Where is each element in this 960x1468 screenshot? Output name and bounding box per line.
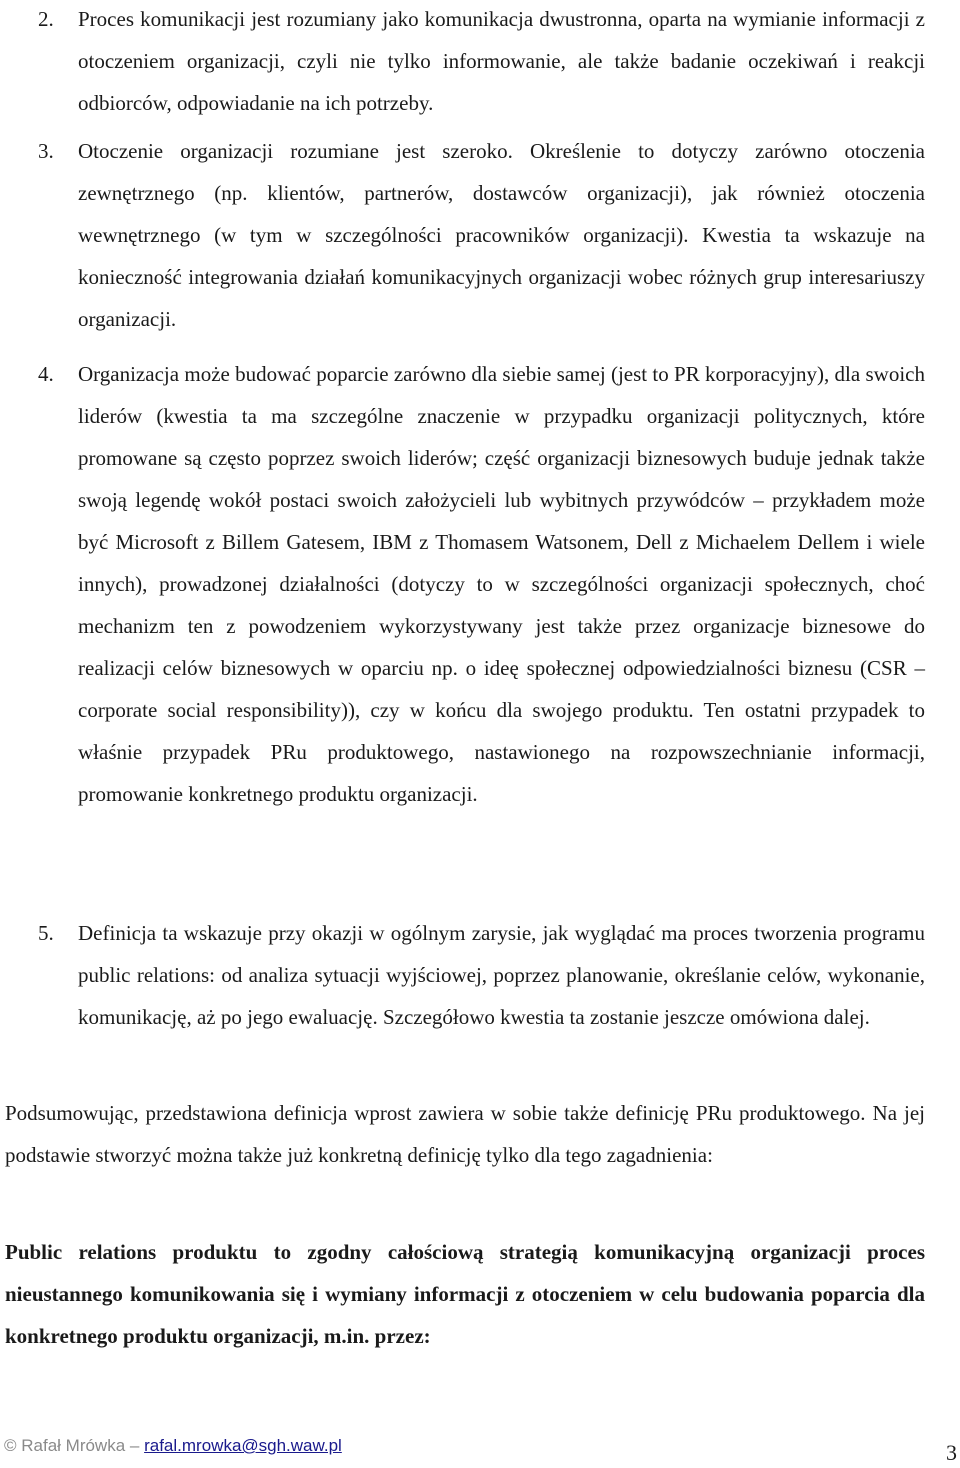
definition-paragraph: Public relations produktu to zgodny całościową strategią komunikacyjną organizacji proces nieustannego komunikowania się i wymiany informacji z otoczeniem w celu budowania poparcia dla konkretnego produktu organizacji, m.in. przez:: [5, 1240, 925, 1348]
page-number: 3: [946, 1440, 957, 1465]
list-number: 4.: [38, 362, 54, 386]
summary-paragraph: Podsumowując, przedstawiona definicja wprost zawiera w sobie także definicję PRu produktowego. Na jej podstawie stworzyć można także już konkretną definicję tylko dla tego zagadnienia:: [5, 1101, 925, 1167]
list-text: Otoczenie organizacji rozumiane jest szeroko. Określenie to dotyczy zarówno otoczenia zewnętrznego (np. klientów, partnerów, dostawców organizacji), jak również otoczenia wewnętrznego (w tym w szczególności pracowników organizacji). Kwestia ta wskazuje na konieczność integrowania działań komunikacyjnych organizacji wobec różnych grup interesariuszy organizacji.: [78, 139, 925, 331]
list-text: Organizacja może budować poparcie zarówno dla siebie samej (jest to PR korporacyjny), dla swoich liderów (kwestia ta ma szczególne znaczenie w przypadku organizacji politycznych, które promowane są często poprzez swoich liderów; część organizacji biznesowych buduje jednak także swoją legendę wokół postaci swoich założycieli lub wybitnych przywódców – przykładem może być Microsoft z Billem Gatesem, IBM z Thomasem Watsonem, Dell z Michaelem Dellem i wiele innych), prowadzonej działalności (dotyczy to w szczególności organizacji społecznych, choć mechanizm ten z powodzeniem wykorzystywany jest także przez organizacje biznesowe do realizacji celów biznesowych w oparciu np. o ideę społecznej odpowiedzialności biznesu (CSR – corporate social responsibility)), czy w końcu dla swojego produktu. Ten ostatni przypadek to właśnie przypadek PRu produktowego, nastawionego na rozpowszechnianie informacji, promowanie konkretnego produktu organizacji.: [78, 362, 925, 806]
list-number: 2.: [38, 7, 54, 31]
footer-email-link[interactable]: rafal.mrowka@sgh.waw.pl: [144, 1436, 342, 1455]
list-text: Definicja ta wskazuje przy okazji w ogólnym zarysie, jak wyglądać ma proces tworzenia programu public relations: od analiza sytuacji wyjściowej, poprzez planowanie, określanie celów, wykonanie, komunikację, aż po jego ewaluację. Szczegółowo kwestia ta zostanie jeszcze omówiona dalej.: [78, 921, 925, 1029]
list-number: 3.: [38, 139, 54, 163]
list-text: Proces komunikacji jest rozumiany jako komunikacja dwustronna, oparta na wymianie informacji z otoczeniem organizacji, czyli nie tylko informowanie, ale także badanie oczekiwań i reakcji odbiorców, odpowiadanie na ich potrzeby.: [78, 7, 925, 115]
footer-copyright: © Rafał Mrówka –: [4, 1436, 140, 1455]
list-number: 5.: [38, 921, 54, 945]
footer: [4, 1436, 342, 1456]
